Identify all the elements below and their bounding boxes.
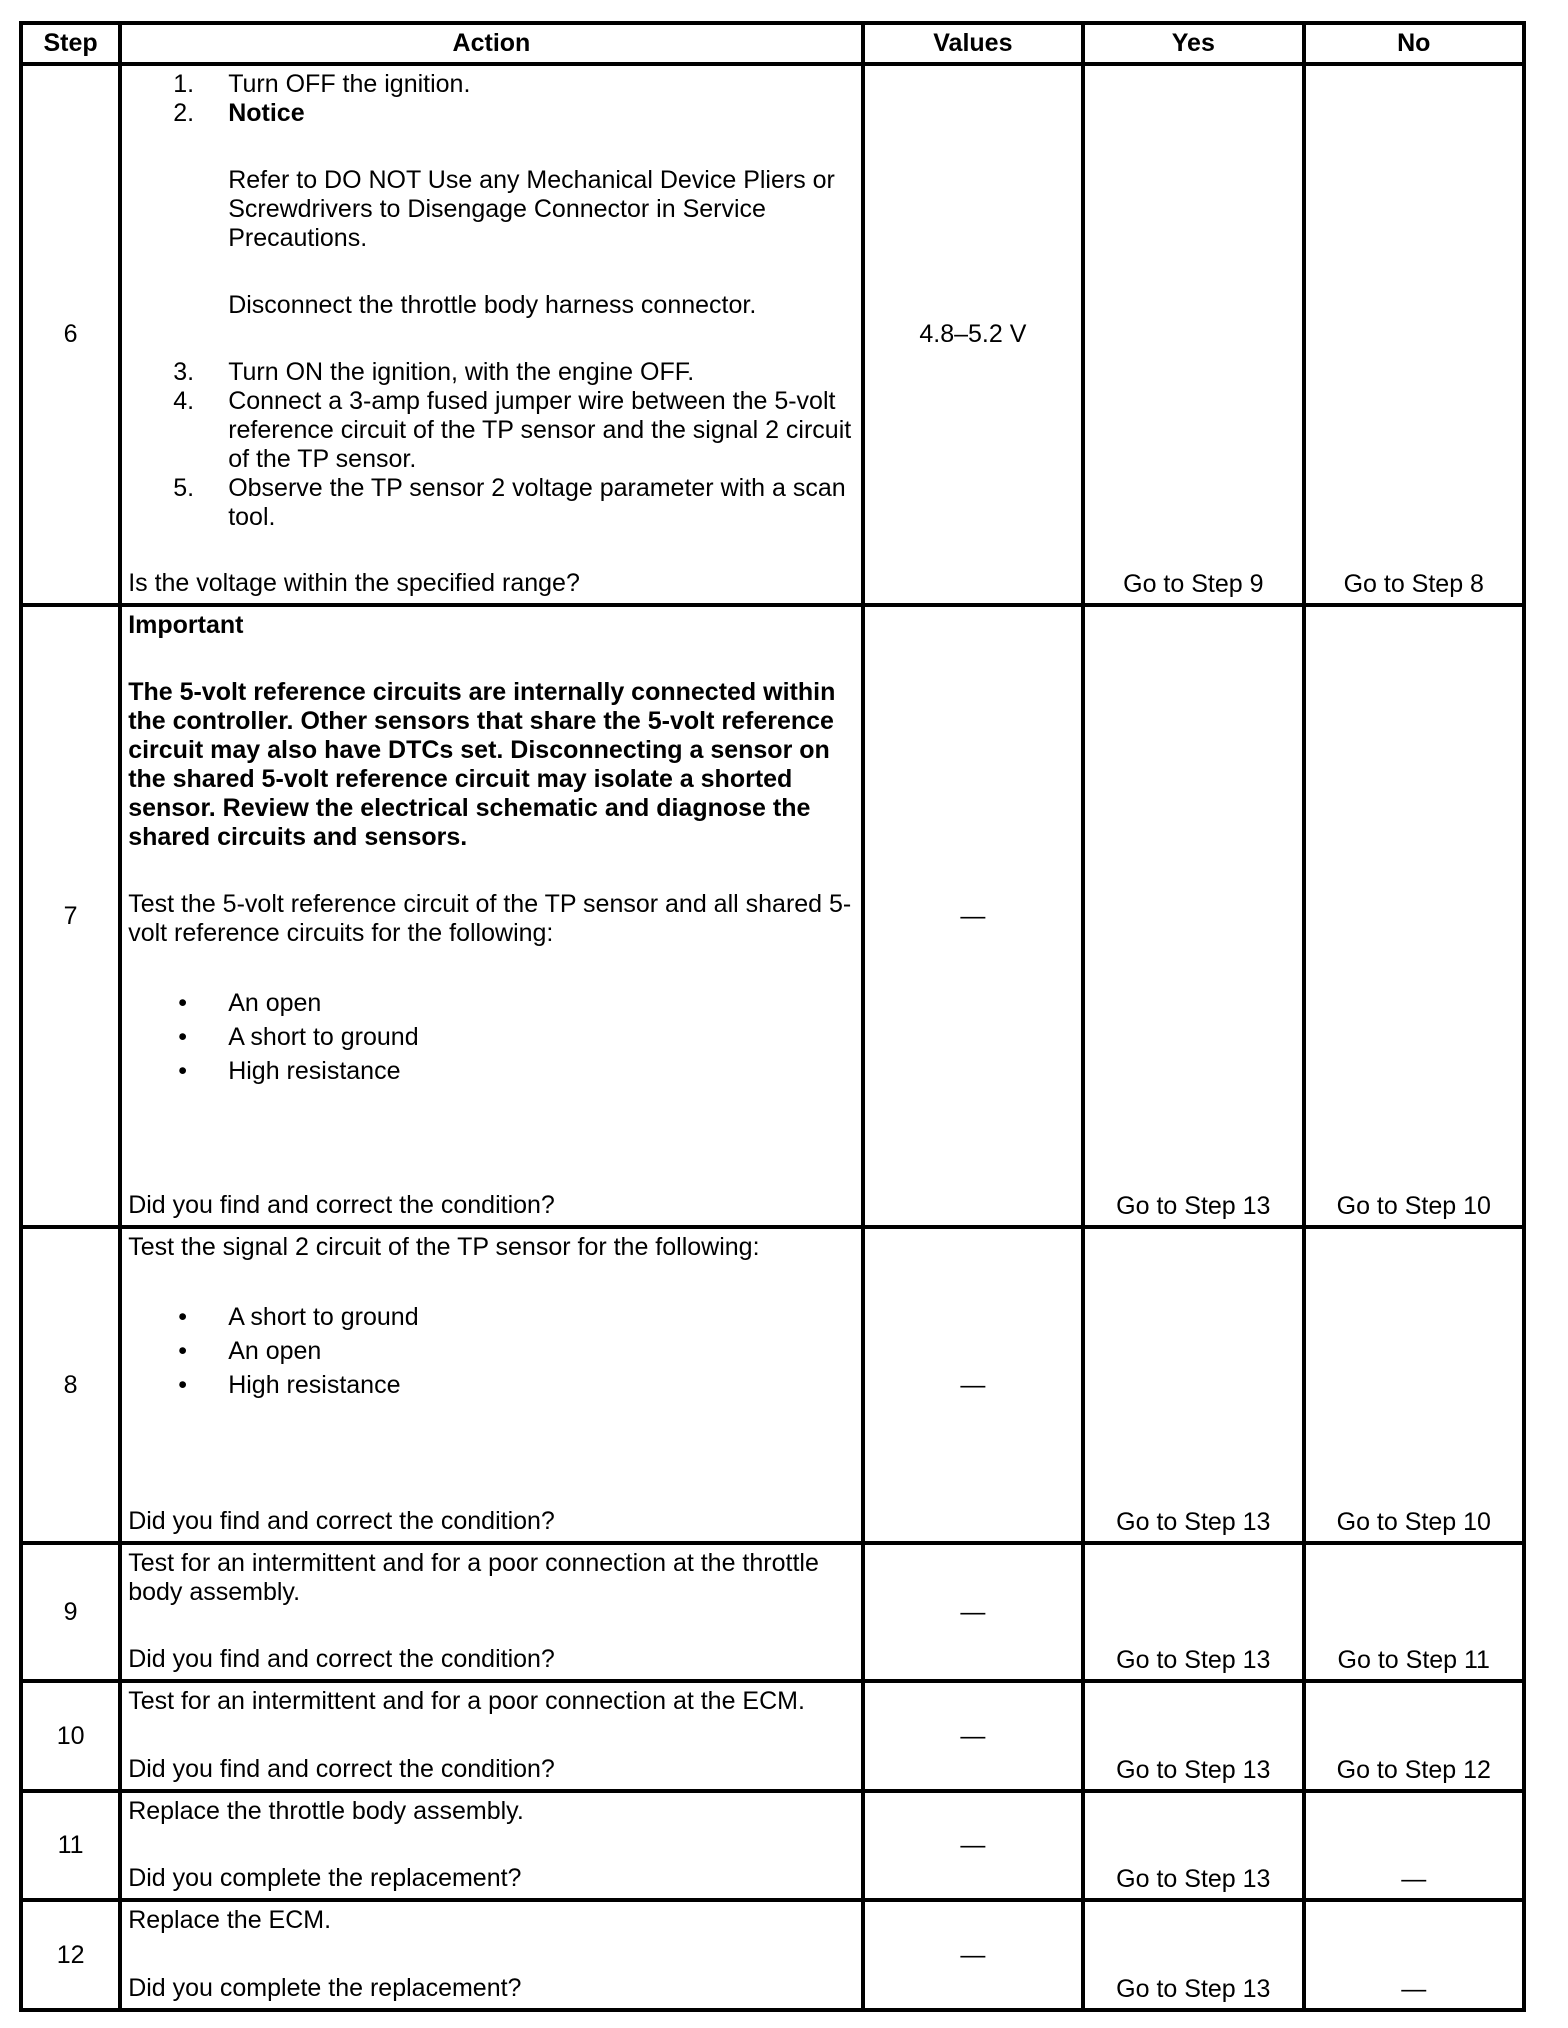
list-item: 2. Notice Refer to DO NOT Use any Mechanical Device Pliers or Screwdrivers to Disengage Connector in Service Precautions. Disconnect the throttle body harness connector.: [128, 99, 854, 358]
table-row: [21, 64, 1524, 605]
step-number: 12: [21, 1900, 120, 2010]
question: Did you find and correct the condition?: [128, 1645, 555, 1673]
notice-text: Refer to DO NOT Use any Mechanical Device Pliers or Screwdrivers to Disengage Connector in Service Precautions.: [228, 166, 835, 252]
yes-cell: Go to Step 13: [1083, 1227, 1303, 1543]
table-row: [21, 1227, 1524, 1543]
list-item: 3. Turn ON the ignition, with the engine OFF.: [173, 358, 695, 386]
header-values: Values: [863, 23, 1083, 64]
value-cell: —: [863, 1543, 1083, 1681]
numbered-list: [128, 70, 854, 532]
list-item: • An open: [178, 1337, 322, 1365]
action-cell: [120, 1543, 862, 1681]
action-cell: [120, 1900, 862, 2010]
no-cell: Go to Step 12: [1304, 1681, 1524, 1791]
list-item: • High resistance: [178, 1371, 401, 1399]
action-cell: [120, 1227, 862, 1543]
test-intro: Test the 5-volt reference circuit of the TP sensor and all shared 5-volt reference circuits for the following:: [128, 890, 852, 947]
question: Did you find and correct the condition?: [128, 1755, 555, 1783]
no-cell: Go to Step 10: [1304, 1227, 1524, 1543]
value-cell: —: [863, 605, 1083, 1227]
list-item: 4. Connect a 3-amp fused jumper wire between the 5-volt reference circuit of the TP sensor and the signal 2 circuit of the TP sensor.: [173, 387, 852, 473]
notice-label: Notice: [228, 99, 305, 127]
table-row: [21, 1791, 1524, 1900]
test-intro: Test for an intermittent and for a poor connection at the throttle body assembly.: [128, 1549, 819, 1606]
value-cell: —: [863, 1900, 1083, 2010]
value-cell: 4.8–5.2 V: [863, 64, 1083, 605]
yes-cell: Go to Step 13: [1083, 1543, 1303, 1681]
question: Is the voltage within the specified range?: [128, 569, 580, 597]
question: Did you complete the replacement?: [128, 1864, 522, 1892]
diagnostic-table: [19, 21, 1526, 2012]
yes-cell: Go to Step 13: [1083, 605, 1303, 1227]
no-cell: —: [1304, 1900, 1524, 2010]
no-cell: Go to Step 8: [1304, 64, 1524, 605]
step-number: 6: [21, 64, 120, 605]
list-item: 5. Observe the TP sensor 2 voltage parameter with a scan tool.: [173, 474, 846, 531]
value-cell: —: [863, 1681, 1083, 1791]
question: Did you complete the replacement?: [128, 1974, 522, 2002]
step-number: 10: [21, 1681, 120, 1791]
value-cell: —: [863, 1791, 1083, 1900]
yes-cell: Go to Step 13: [1083, 1681, 1303, 1791]
question: Did you find and correct the condition?: [128, 1507, 555, 1535]
header-no: No: [1304, 23, 1524, 64]
no-cell: —: [1304, 1791, 1524, 1900]
question: Did you find and correct the condition?: [128, 1191, 555, 1219]
list-item: 1. Turn OFF the ignition.: [173, 70, 471, 98]
test-intro: Replace the throttle body assembly.: [128, 1797, 524, 1825]
action-cell: [120, 64, 862, 605]
bullet-list: [128, 1300, 854, 1402]
step-number: 9: [21, 1543, 120, 1681]
no-cell: Go to Step 11: [1304, 1543, 1524, 1681]
step-number: 11: [21, 1791, 120, 1900]
test-intro: Test the signal 2 circuit of the TP sensor for the following:: [128, 1233, 760, 1261]
action-cell: [120, 1791, 862, 1900]
value-cell: —: [863, 1227, 1083, 1543]
step-number: 7: [21, 605, 120, 1227]
yes-cell: Go to Step 13: [1083, 1791, 1303, 1900]
header-step: Step: [21, 23, 120, 64]
table-row: [21, 1681, 1524, 1791]
table-row: [21, 1543, 1524, 1681]
test-intro: Test for an intermittent and for a poor connection at the ECM.: [128, 1687, 805, 1715]
important-text: The 5-volt reference circuits are internally connected within the controller. Other sensors that share the 5-volt reference circuit may also have DTCs set. Disconnecting a sensor on the shared 5-volt reference circuit may isolate a shorted sensor. Review the electrical schematic and diagnose the shared circuits and sensors.: [128, 678, 836, 851]
table-row: [21, 605, 1524, 1227]
step-number: 8: [21, 1227, 120, 1543]
table-row: [21, 1900, 1524, 2010]
list-item: • A short to ground: [178, 1303, 419, 1331]
action-cell: [120, 1681, 862, 1791]
header-yes: Yes: [1083, 23, 1303, 64]
no-cell: Go to Step 10: [1304, 605, 1524, 1227]
test-intro: Replace the ECM.: [128, 1906, 332, 1934]
list-item: • An open: [178, 989, 322, 1017]
list-item: • High resistance: [178, 1057, 401, 1085]
action-cell: [120, 605, 862, 1227]
important-label: Important: [128, 611, 244, 639]
header-row: [21, 23, 1524, 64]
list-item: • A short to ground: [178, 1023, 419, 1051]
notice-action: Disconnect the throttle body harness connector.: [228, 291, 757, 319]
yes-cell: Go to Step 13: [1083, 1900, 1303, 2010]
yes-cell: Go to Step 9: [1083, 64, 1303, 605]
header-action: Action: [120, 23, 862, 64]
bullet-list: [128, 986, 854, 1088]
